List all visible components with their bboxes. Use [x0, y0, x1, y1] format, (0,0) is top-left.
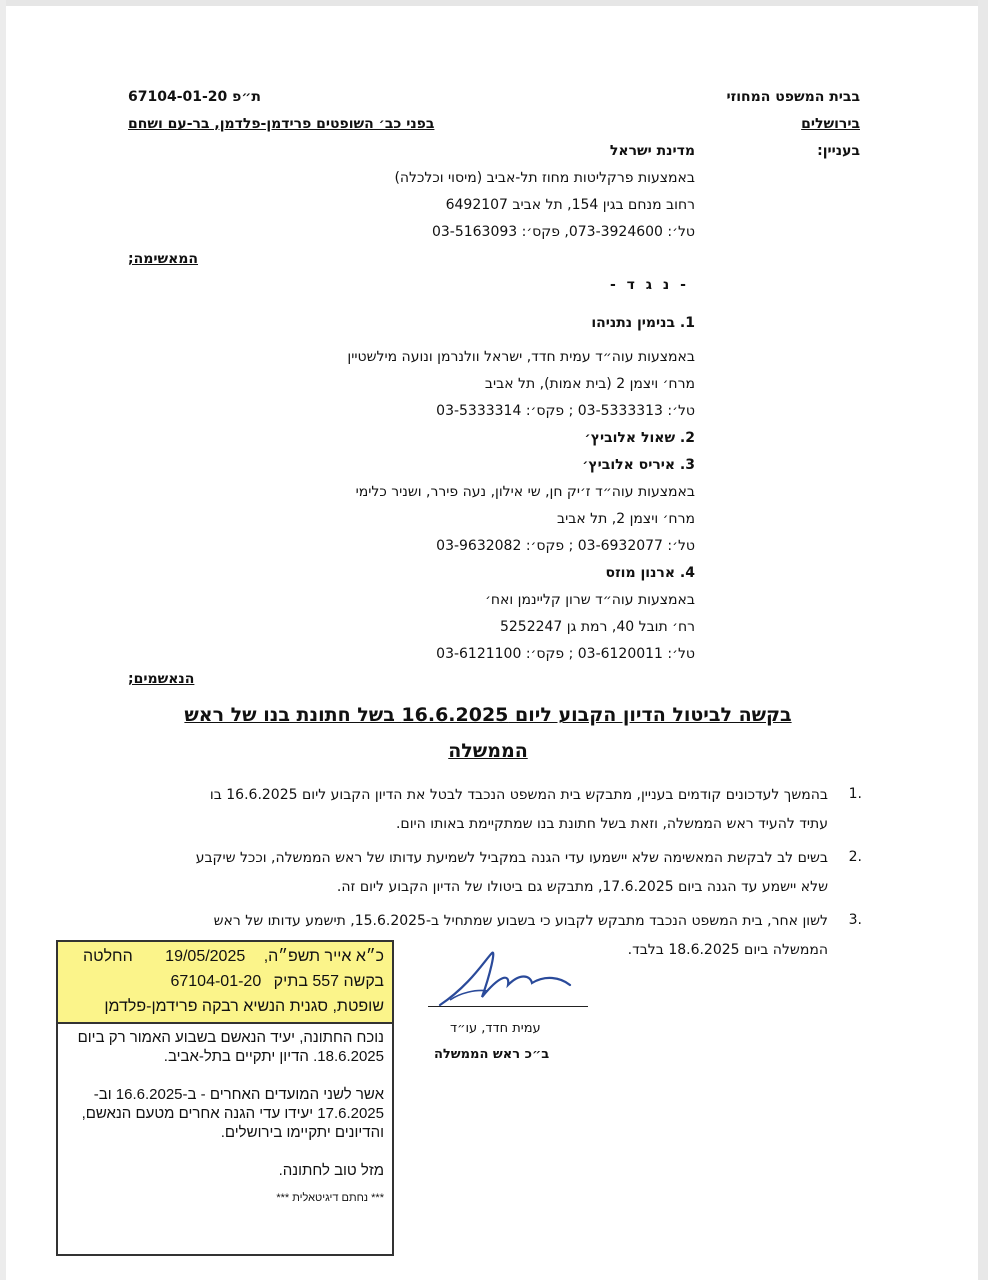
decision-judge: שופטת, סגנית הנשיא רבקה פרידמן-פלדמן	[104, 998, 384, 1015]
paragraph-3-line-1: לשון אחר, בית המשפט הנכבד מתבקש לקבוע כי בשבוע שמתחיל ב-15.6.2025, תישמע עדותו של ראש	[213, 913, 828, 929]
decision-body	[68, 1028, 384, 1208]
scan-top-edge	[0, 0, 988, 6]
decision-text-1: נוכח החתונה, יעיד הנאשם בשבוע האמור רק ביום 18.6.2025. הדיון יתקיים בתל-אביב.	[77, 1029, 384, 1065]
defendant-1-address: מרח׳ ויצמן 2 (בית אמות), תל אביב	[484, 376, 695, 392]
prosecution-address: רחוב מנחם בגין 154, תל אביב 6492107	[445, 197, 695, 213]
handwritten-signature	[430, 945, 580, 1015]
request-title-line-1: בקשה לביטול הדיון הקבוע ליום 16.6.2025 בשל חתונת בנו של ראש	[184, 704, 792, 726]
prosecution-phone: טל׳: 073-3924600, פקס׳: 03-5163093	[431, 224, 695, 240]
case-number: ת״פ 67104-01-20	[128, 89, 261, 105]
defendants-2-3-via: באמצעות עוה״ד ז׳יק חן, שי אילון, נעה פירר, ושניר כלימי	[355, 484, 695, 500]
decision-hebrew-date: כ״א אייר תשפ״ה,	[263, 948, 384, 965]
decision-case-number: 67104-01-20	[170, 973, 262, 990]
decision-label: החלטה	[82, 948, 133, 965]
prosecution-name: מדינת ישראל	[609, 143, 695, 159]
prosecution-role: המאשימה;	[128, 251, 199, 267]
paragraph-1-line-2: עתיד להעיד ראש הממשלה, וזאת בשל חתונת בנו שמתקיימת באותו היום.	[395, 816, 828, 832]
paragraph-3-number: 3.	[848, 912, 862, 928]
court-name: בבית המשפט המחוזי	[726, 89, 860, 105]
paragraph-1-line-1: בהמשך לעדכונים קודמים בעניין, מתבקש בית המשפט הנכבד לבטל את הדיון הקבוע ליום 16.6.2025 בו	[209, 787, 828, 803]
paragraph-2	[116, 844, 828, 902]
defendants-role: הנאשמים;	[128, 671, 195, 687]
paragraph-2-line-2: שלא יישמע עד הגנה ביום 17.6.2025, מתבקש גם ביטולו של הדיון הקבוע ליום זה.	[336, 879, 828, 895]
defendant-4-address: רח׳ תובל 40, רמת גן 5252247	[499, 619, 695, 635]
defendant-2-name: 2. שאול אלוביץ׳	[584, 430, 695, 446]
defendants-2-3-phone: טל׳: 03-6932077 ; פקס׳: 03-9632082	[436, 538, 695, 554]
signer-role: ב״כ ראש הממשלה	[434, 1047, 550, 1062]
decision-text-3: מזל טוב לחתונה.	[278, 1162, 384, 1179]
prosecution-via: באמצעות פרקליטות מחוז תל-אביב (מיסוי וכלכלה)	[394, 170, 695, 186]
defendant-4-via: באמצעות עוה״ד שרון קליינמן ואח׳	[485, 592, 695, 608]
defendant-4-phone: טל׳: 03-6120011 ; פקס׳: 03-6121100	[436, 646, 695, 662]
request-title-line-2: הממשלה	[448, 740, 528, 762]
decision-date: 19/05/2025	[165, 948, 246, 965]
defendants-2-3-address: מרח׳ ויצמן 2, תל אביב	[557, 511, 695, 527]
paragraph-2-line-1: בשים לב לבקשת המאשימה שלא יישמעו עדי הגנה במקביל לשמיעת עדותו של ראש הממשלה, וככל שיקבע	[195, 850, 828, 866]
defendant-1-phone: טל׳: 03-5333313 ; פקס׳: 03-5333314	[436, 403, 695, 419]
paragraph-3-line-2: הממשלה ביום 18.6.2025 בלבד.	[627, 942, 828, 958]
court-decision-stamp	[56, 940, 394, 1256]
decision-header	[58, 942, 392, 1024]
scan-left-edge	[0, 0, 6, 1280]
signature-line	[428, 1006, 588, 1007]
decision-request: בקשה 557 בתיק	[273, 973, 384, 990]
paragraph-1	[116, 781, 828, 839]
defendant-3-name: 3. איריס אלוביץ׳	[582, 457, 695, 473]
court-city: בירושלים	[801, 116, 860, 132]
scan-right-edge	[978, 0, 988, 1280]
versus: - נ ג ד -	[610, 277, 689, 293]
judges-panel: בפני כב׳ השופטים פרידמן-פלדמן, בר-עם ושחם	[128, 116, 435, 132]
paragraph-1-number: 1.	[848, 786, 862, 802]
digital-signature-note: *** נחתם דיגיטאלית ***	[276, 1192, 384, 1204]
defendant-4-name: 4. ארנון מוזס	[605, 565, 695, 581]
decision-text-2: אשר לשני המועדים האחרים - ב-16.6.2025 וב- 17.6.2025 יעידו עדי הגנה אחרים מטעם הנאשם, והדיונים יתקיימו בירושלים.	[81, 1086, 384, 1141]
matter-label: בעניין:	[817, 143, 860, 159]
defendant-1-name: 1. בנימין נתניהו	[591, 315, 695, 331]
defendant-1-via: באמצעות עוה״ד עמית חדד, ישראל וולנרמן ונועה מילשטיין	[347, 349, 695, 365]
paragraph-2-number: 2.	[848, 849, 862, 865]
signer-name: עמית חדד, עו״ד	[450, 1021, 541, 1036]
